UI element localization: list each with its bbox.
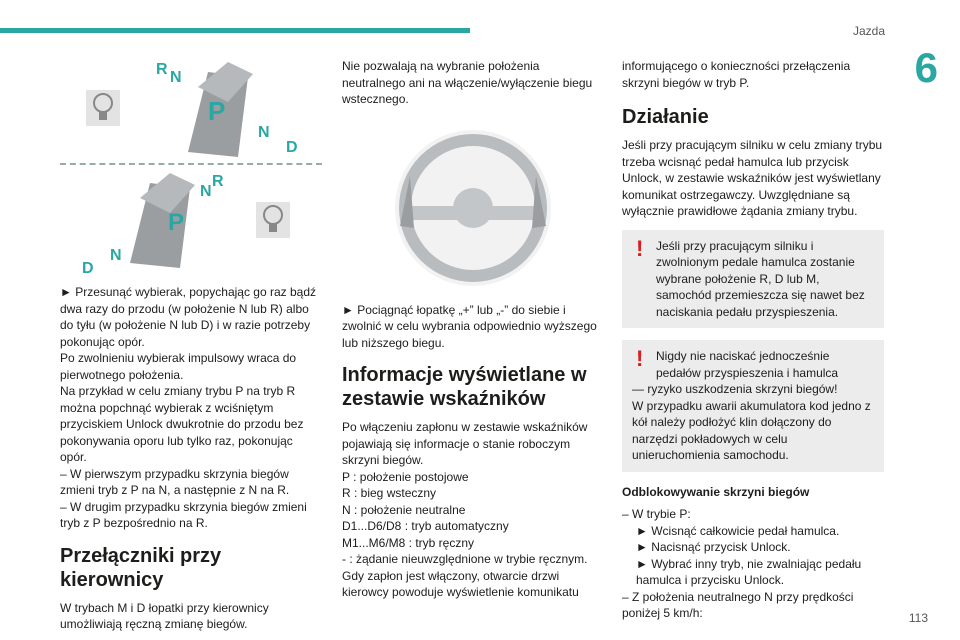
paragraph: – W drugim przypadku skrzynia biegów zmieni tryb z P bezpośrednio na R.: [60, 499, 307, 530]
list-item: P : położenie postojowe: [342, 469, 469, 484]
gear-label-n1-top: N: [170, 69, 182, 86]
header-accent-bar: [0, 28, 470, 33]
list-item: ► Nacisnąć przycisk Unlock.: [636, 540, 791, 554]
paragraph: Po włączeniu zapłonu w zestawie wskaźników pojawiają się informacje o stanie roboczym skrzyni biegów.: [342, 420, 588, 467]
gear-label-p-bottom: P: [168, 209, 185, 236]
heading-paddles: Przełączniki przy kierownicy: [60, 544, 222, 591]
column-1: [60, 284, 322, 633]
paragraph: ► Pociągnąć łopatkę „+” lub „-” do siebie i zwolnić w celu wybrania odpowiednio wyższego lub niższego biegu.: [342, 302, 597, 350]
paragraph: ► Przesunąć wybierak, popychając go raz bądź dwa razy do przodu (w położenie N lub R) albo do tyłu (w położenie N lub D) i w razie potrzeby pokonując opór.: [60, 285, 317, 349]
paragraph: Gdy zapłon jest włączony, otwarcie drzwi kierowcy powoduje wyświetlenie komunikatu: [342, 568, 579, 599]
gear-label-d-top: D: [286, 139, 298, 156]
list-item: - : żądanie nieuwzględnione w trybie ręcznym.: [342, 552, 588, 566]
list-item: – Z położenia neutralnego N przy prędkości poniżej 5 km/h:: [622, 589, 854, 620]
column-2: [342, 58, 604, 601]
paragraph: W trybach M i D łopatki przy kierownicy umożliwiają ręczną zmianę biegów.: [60, 600, 269, 631]
list-item: R : bieg wsteczny: [342, 486, 437, 500]
column-3: [622, 58, 884, 622]
note-text: W przypadku awarii akumulatora kod jedno z kół należy podłożyć klin dołączony do narzędzi pokładowych w celu unieruchomienia samochodu.: [632, 398, 871, 462]
steering-wheel-icon: [86, 90, 120, 126]
paragraph: informującego o konieczności przełączenia skrzyni biegów w tryb P.: [622, 59, 851, 90]
warning-icon: !: [636, 346, 644, 371]
warning-note-1: [622, 230, 884, 329]
paragraph: Jeśli przy pracującym silniku w celu zmiany trybu trzeba wcisnąć pedał hamulca lub przycisk Unlock, w zestawie wskaźników jest wyświetlany komunikat ostrzegawczy. Uwzględniane są wyłącznie prawidłowe żądania zmiany trybu.: [622, 138, 883, 218]
paragraph: Po zwolnieniu wybierak impulsowy wraca do pierwotnego położenia.: [60, 351, 297, 382]
gear-selector-figure-top: [78, 52, 323, 162]
gear-label-n2-bottom: N: [110, 247, 122, 264]
heading-unlock: Odblokowywanie skrzyni biegów: [622, 484, 810, 499]
list-item: N : położenie neutralne: [342, 502, 466, 517]
gear-label-p-top: P: [208, 96, 226, 126]
warning-note-2: [622, 340, 884, 472]
section-name: Jazda: [852, 24, 885, 38]
gear-label-n2-top: N: [258, 124, 270, 141]
gear-selector-figure-bottom: [60, 168, 322, 278]
chapter-number: 6: [914, 44, 938, 91]
heading-info: Informacje wyświetlane w zestawie wskaźników: [342, 364, 587, 410]
note-text: Nigdy nie naciskać jednocześnie pedałów przyspieszenia i hamulca: [656, 349, 839, 380]
steering-wheel-icon: [256, 202, 290, 238]
list-item: ► Wybrać inny tryb, nie zwalniając pedału hamulca i przycisku Unlock.: [636, 556, 862, 587]
list-item: M1...M6/M8 : tryb ręczny: [342, 535, 475, 550]
gear-label-r-bottom: R: [212, 173, 224, 190]
note-text: Jeśli przy pracującym silniku i zwolnionym pedale hamulca zostanie wybrane położenie R, D lub M, samochód przemieszcza się nawet bez naciskania pedału przyspieszenia.: [656, 238, 865, 319]
list-item: – W trybie P:: [622, 507, 691, 521]
heading-operation: Działanie: [622, 106, 709, 128]
paragraph: – W pierwszym przypadku skrzynia biegów zmieni tryb z P na N, a następnie z N na R.: [60, 466, 290, 497]
gear-label-n1-bottom: N: [200, 183, 212, 200]
steering-wheel-figure: [342, 116, 604, 296]
gear-label-d-bottom: D: [82, 260, 94, 277]
list-item: ► Wcisnąć całkowicie pedał hamulca.: [636, 523, 840, 538]
page-number: 113: [908, 611, 928, 625]
gear-label-r-top: R: [156, 61, 168, 78]
figure-divider: [60, 163, 322, 165]
paragraph: Nie pozwalają na wybranie położenia neutralnego ani na włączenie/wyłączenie biegu wstecznego.: [342, 59, 593, 106]
paragraph: Na przykład w celu zmiany trybu P na tryb R można popchnąć wybierak z wciśniętym przyciskiem Unlock dwukrotnie do przodu bez pokonywania oporu lub tylko raz, pokonując opór.: [60, 384, 304, 464]
list-item: D1...D6/D8 : tryb automatyczny: [342, 519, 509, 533]
note-text: — ryzyko uszkodzenia skrzyni biegów!: [632, 382, 838, 396]
warning-icon: !: [636, 235, 644, 261]
